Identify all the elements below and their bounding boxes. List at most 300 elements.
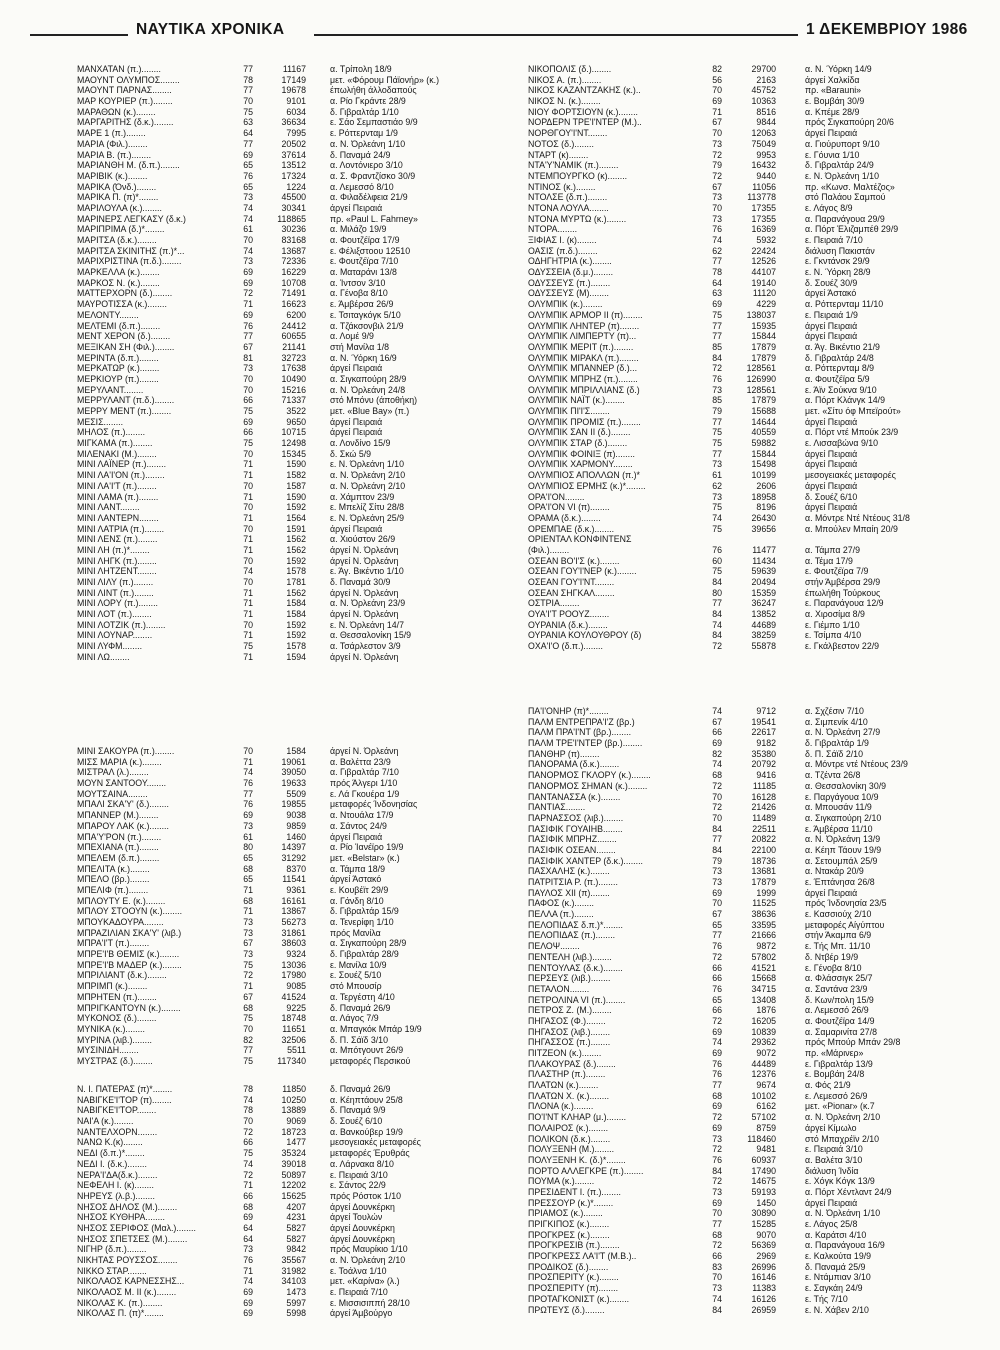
ship-row (528, 256, 968, 267)
build-year: 73 (243, 917, 253, 927)
ship-row (528, 952, 968, 963)
ship-row (528, 481, 968, 492)
position-note: ε. Πειραιά 7/10 (330, 1287, 388, 1298)
ship-row (77, 321, 497, 332)
ship-row (77, 278, 497, 289)
ship-row (77, 566, 497, 577)
ship-name: ΝΙΚΟΣ ΚΑΖΑΝΤΖΑΚΗΣ (κ.).. (528, 85, 641, 96)
position-note: α. Λονδίνο 15/9 (330, 438, 391, 449)
tonnage: 8759 (756, 1122, 776, 1133)
tonnage: 15285 (751, 1219, 776, 1229)
ship-name: ΜΙΝΙ ΛΑΝΤΕΡΝ........ (77, 512, 159, 523)
position-note: πρός Άλγερι 1/10 (330, 778, 398, 789)
ship-row (77, 1137, 497, 1148)
build-year: 66 (243, 1190, 253, 1201)
tonnage: 45752 (751, 85, 776, 96)
ship-row (77, 246, 497, 257)
build-year: 64 (243, 128, 253, 139)
position-note: άργεί Ν. Όρλεάνη (330, 555, 399, 566)
ship-name: ΝΙΚΟΛΑΟΣ Μ. ΙΙ (κ.)........ (77, 1287, 177, 1298)
ship-name: ΝΗΣΟΣ ΣΕΡΙΦΟΣ (Μαλ.)........ (77, 1222, 196, 1233)
ship-name: ΠΟΥΜΑ (κ.)........ (528, 1176, 595, 1187)
build-year: 72 (243, 1126, 253, 1137)
position-note: άργεί Ν. Όρλεάνη (330, 651, 399, 662)
position-note: α. Σιγκαπούρη 28/9 (330, 938, 407, 949)
ship-name: ΠΛΑΣΤΗΡ (π.)........ (528, 1069, 606, 1080)
tonnage: 36634 (281, 117, 306, 128)
position-note: μεσογειακές μεταφορές (330, 1137, 421, 1148)
ship-name: ΠΗΓΑΣΣΟΣ (π.)........ (528, 1037, 611, 1048)
ship-name: ΠΑΤΡΙΤΣΙΑ Ρ. (π.)........ (528, 877, 618, 887)
ship-name: ΜΑΡ ΚΟΥΡΙΕΡ (π.)........ (77, 96, 173, 107)
section-title: ΝΑΥΤΙΚΑ ΧΡΟΝΙΚΑ (136, 21, 285, 38)
tonnage: 9674 (756, 1080, 776, 1091)
ship-row (528, 385, 968, 396)
build-year: 75 (712, 502, 722, 513)
build-year: 75 (243, 959, 253, 970)
position-note: άργεί Ν. Όρλεάνη (330, 609, 399, 620)
position-note: δ. Κων/πολη 15/9 (805, 994, 874, 1005)
tonnage: 128561 (746, 384, 776, 395)
ship-row (528, 1305, 968, 1316)
ship-row (528, 1069, 968, 1080)
ship-row (77, 1244, 497, 1255)
tonnage: 1592 (286, 630, 306, 641)
tonnage: 9440 (756, 170, 776, 181)
build-year: 71 (243, 491, 253, 502)
ship-row (77, 767, 497, 778)
tonnage: 44107 (751, 267, 776, 278)
build-year: 70 (243, 1023, 253, 1034)
build-year: 68 (243, 1002, 253, 1013)
build-year: 77 (712, 331, 722, 342)
position-note: α. Ν. Όρλεάνη 1/10 (330, 138, 406, 149)
build-year: 69 (712, 887, 722, 898)
tonnage: 11120 (752, 288, 776, 299)
build-year: 60 (712, 555, 722, 566)
ship-row (528, 749, 968, 760)
ship-name: ΜΙΝΙ ΛΑΤΡΙΑ (π.)........ (77, 523, 165, 534)
tonnage: 17879 (751, 395, 776, 406)
ship-row (528, 630, 968, 641)
tonnage: 11541 (282, 874, 306, 885)
ship-row (77, 874, 497, 885)
position-note: α. Τζέντα 26/8 (805, 770, 861, 781)
tonnage: 59193 (751, 1186, 776, 1197)
ship-row (528, 214, 968, 225)
position-note: διάλυση Πακιστάν (805, 245, 875, 256)
build-year: 70 (243, 384, 253, 395)
ship-name: ΟΛΥΜΠΙΚ ΛΗΝΤΕΡ (π)........ (528, 320, 640, 331)
tonnage: 15345 (281, 448, 306, 459)
ship-row (528, 941, 968, 952)
position-note: α. Ν. Όρλεάνη 2/10 (330, 1255, 406, 1265)
ship-row (77, 406, 497, 417)
ship-name: ΜΙΓΚΑΜΑ (π.)........ (77, 438, 153, 449)
ship-row (528, 374, 968, 385)
tonnage: 19061 (281, 756, 306, 767)
position-note: α. Τσάρλεστον 3/9 (330, 641, 401, 652)
build-year: 61 (243, 831, 253, 842)
tonnage: 44689 (751, 619, 776, 630)
tonnage: 15216 (281, 384, 306, 395)
tonnage: 9069 (286, 1116, 306, 1127)
ship-name: ΠΡΟΔΙΚΟΣ (δ.)........ (528, 1261, 609, 1272)
build-year: 66 (712, 962, 722, 973)
build-year: 73 (712, 866, 722, 877)
ship-name: ΜΙΝΙ ΛΙΛΥ (π.)........ (77, 577, 154, 587)
build-year: 74 (243, 245, 253, 256)
position-note: α. Σιγκαπούρη 28/9 (330, 373, 407, 384)
position-note: άργεί Άστακό (330, 874, 382, 885)
ship-name: ΜΙΝΙ ΛΑ'Ι'ΟΝ (π.)........ (77, 470, 165, 481)
tonnage: 6162 (756, 1101, 776, 1112)
ship-row (528, 620, 968, 631)
build-year: 74 (712, 512, 722, 523)
position-note: έπωλήθη Τούρκους (805, 587, 881, 598)
position-note: δ. Παναμά 24/9 (330, 149, 391, 160)
ship-row (77, 75, 497, 86)
position-note: α. Γένοβα 8/10 (330, 288, 388, 299)
tonnage: 31292 (281, 852, 306, 863)
position-note: πρ. «Paul L. Fahrney» (330, 213, 418, 224)
ship-row (77, 1084, 497, 1095)
position-note: μεσογειακές μεταφορές (805, 470, 896, 481)
ship-name: ΜΙΝΙ ΛΑΜΑ (π.)........ (77, 491, 159, 502)
build-year: 75 (712, 309, 722, 320)
build-year: 69 (712, 1122, 722, 1133)
position-note: ε. Πειραιά 3/10 (805, 1144, 863, 1155)
ship-row (77, 799, 497, 810)
ship-name: ΜΕΡΥΛΑΝΤ........ (77, 384, 144, 395)
ship-row (528, 1134, 968, 1145)
build-year: 75 (712, 427, 722, 438)
tonnage: 1590 (286, 459, 306, 470)
position-note: ε. Φουτζέϊρα 7/10 (330, 256, 399, 267)
position-note: α. Πόρτ ντέ Μπούκ 23/9 (805, 427, 899, 438)
ship-row (528, 845, 968, 856)
build-year: 68 (712, 1229, 722, 1240)
build-year: 77 (712, 320, 722, 331)
position-note: άργεί Δουνκέρκη (330, 1233, 395, 1244)
tonnage: 29700 (751, 64, 776, 74)
ship-row (77, 1105, 497, 1116)
ship-row (77, 342, 497, 353)
build-year: 72 (712, 1176, 722, 1187)
position-note: α. Μόντρε Ντέ Ντέους 31/8 (805, 512, 910, 523)
ship-name: ΜΥΣΤΡΑΣ (δ.)........ (77, 1055, 153, 1066)
position-note: μετ. «Φόρουμ Πάϊονήρ» (κ.) (330, 74, 439, 85)
ship-row (528, 1219, 968, 1230)
build-year: 70 (243, 373, 253, 384)
ship-name: ΠΡΙΑΜΟΣ (κ.)........ (528, 1208, 603, 1219)
tonnage: 55878 (751, 641, 776, 652)
ship-name: ΜΑΡΙΤΣΑ ΣΚΙΝΙΤΗΣ (π.)*... (77, 245, 185, 256)
ship-row (528, 513, 968, 524)
build-year: 70 (243, 577, 253, 587)
ship-name: ΜΑΡΓΑΡΙΤΗΣ (δ.κ.)........ (77, 117, 174, 128)
ship-row (528, 1059, 968, 1070)
tonnage: 9070 (756, 1229, 776, 1240)
position-note: ε. Καλκούτα 19/9 (805, 1251, 872, 1262)
position-note: στό Παλάου Σαμπού (805, 192, 886, 203)
position-note: ε. Γκντάνσκ 29/9 (805, 256, 870, 267)
tonnage: 10490 (281, 373, 306, 384)
position-note: ε. Μισσισιππή 28/10 (330, 1297, 410, 1308)
ship-row (77, 928, 497, 939)
tonnage: 16126 (751, 1293, 776, 1304)
ship-name: ΠΡΟΓΚΡΕΣΣ ΛΑ'Ι'Τ (Μ.Β.).. (528, 1251, 637, 1262)
build-year: 84 (712, 609, 722, 620)
ship-name: ΜΠΑΡΟΥ ΛΑΚ (κ.)........ (77, 820, 169, 831)
ship-row (77, 492, 497, 503)
build-year: 75 (243, 406, 253, 416)
build-year: 66 (712, 1005, 722, 1016)
ship-name: ΜΑΡΕ 1 (π.)........ (77, 128, 146, 139)
tonnage: 16623 (281, 299, 306, 310)
ship-row (77, 1234, 497, 1245)
build-year: 73 (712, 459, 722, 470)
ship-row (77, 299, 497, 310)
ship-row (528, 598, 968, 609)
position-note: α. Σιμπενίκ 4/10 (805, 716, 868, 727)
tonnage: 1450 (756, 1197, 776, 1208)
ship-row (77, 107, 497, 118)
ship-row (528, 802, 968, 813)
position-note: πρ. «Μάρινερ» (805, 1048, 864, 1058)
ship-name: ΟΛΥΜΠΙΚ ΧΑΡΜΟΝΥ........ (528, 459, 633, 470)
position-note: δ. Παναμά 26/9 (330, 1084, 391, 1094)
build-year: 67 (712, 181, 722, 192)
ship-row (528, 438, 968, 449)
position-note: μεταφορές Περσικού (330, 1055, 411, 1066)
build-year: 81 (243, 352, 253, 363)
ship-row (77, 757, 497, 768)
ship-name: ΠΑΣΙΦΙΚ ΜΠΡΗΖ........ (528, 834, 617, 845)
build-year: 74 (712, 235, 722, 245)
position-note: πρός Ίνδονησία 23/5 (805, 898, 887, 909)
position-note: άργεί Πειραιά (805, 448, 858, 459)
position-note: ε. Σαγκάη 24/9 (805, 1283, 863, 1294)
position-note: ε. Τής 7/10 (805, 1293, 848, 1304)
position-note: ε. Μανίλα 10/9 (330, 959, 387, 970)
ship-row (528, 995, 968, 1006)
ship-row (77, 1276, 497, 1287)
ship-row (77, 96, 497, 107)
tonnage: 10839 (751, 1026, 776, 1037)
tonnage: 38636 (751, 909, 776, 920)
build-year: 70 (243, 235, 253, 245)
position-note: πρ. «Barauni» (805, 85, 862, 96)
ship-name: ΜΑΟΥΝΤ ΟΛΥΜΠΟΣ........ (77, 74, 180, 85)
tonnage: 21141 (282, 341, 306, 352)
tonnage: 19633 (281, 778, 306, 789)
ship-row (77, 470, 497, 481)
build-year: 69 (243, 1212, 253, 1223)
ship-row (528, 502, 968, 513)
build-year: 77 (243, 138, 253, 149)
build-year: 69 (243, 1308, 253, 1319)
ship-row (528, 984, 968, 995)
position-note: α. Πόρτ Έλιζαμπέθ 29/9 (805, 224, 899, 235)
position-note: ε. Βομβάη 24/8 (805, 1069, 865, 1080)
ship-row (77, 459, 497, 470)
position-note: μεταφορές Αίγύπτου (805, 919, 885, 930)
position-note: α. Γάνδη 8/10 (330, 895, 384, 906)
ship-name: ΠΗΓΑΣΟΣ (Φ.)........ (528, 1015, 606, 1026)
build-year: 71 (243, 651, 253, 662)
tonnage: 19678 (281, 85, 306, 96)
build-year: 67 (712, 716, 722, 727)
position-note: α. Ν. Ύόρκη 14/9 (805, 64, 872, 74)
ship-name: ΠΕΝΤΟΥΛΑΣ (δ.κ.)........ (528, 962, 623, 973)
ship-row (77, 556, 497, 567)
build-year: 82 (243, 1034, 253, 1045)
position-note: α. Φουτζέϊρα 17/9 (330, 235, 400, 245)
build-year: 74 (243, 1158, 253, 1169)
build-year: 77 (243, 85, 253, 96)
ship-name: ΟΛΥΜΠΙΚ ΛΙΜΠΕΡΤΥ (π)... (528, 331, 637, 342)
ship-row (77, 1013, 497, 1024)
ship-row (528, 331, 968, 342)
tonnage: 26959 (751, 1304, 776, 1315)
ship-row (77, 1095, 497, 1106)
build-year: 72 (712, 149, 722, 160)
ship-row (528, 1251, 968, 1262)
position-note: α. Σετουμπάλ 25/9 (805, 855, 878, 866)
position-note: ε. Πειραιά 1/9 (805, 309, 858, 320)
position-note: άργεί Άμβούργο (330, 1308, 393, 1319)
ship-row (528, 1005, 968, 1016)
ship-row (528, 321, 968, 332)
ship-name: ΠΑΛΜ ΤΡΕ'Ι'ΝΤΕΡ (βρ.)........ (528, 738, 643, 749)
ship-row (528, 973, 968, 984)
ship-name: ΜΙΝΙ ΛΟΥΝΑΡ........ (77, 630, 153, 641)
position-note: α. Χάμπτον 23/9 (330, 491, 395, 502)
position-note: α. Γιούρυπορτ 9/10 (805, 138, 880, 149)
ship-name: ΜΙΝΙ ΛΩ........ (77, 651, 130, 662)
ship-name: ΜΠΕΧΙΑΝΑ (π.)........ (77, 842, 159, 853)
tonnage: 12526 (751, 256, 776, 267)
build-year: 68 (243, 895, 253, 906)
ship-row (528, 1112, 968, 1123)
tonnage: 75049 (751, 138, 776, 149)
position-note: άργεί Τουλών (330, 1212, 383, 1223)
ship-row (77, 917, 497, 928)
ship-row (77, 906, 497, 917)
position-note: α. Μπαγκόκ Μπάρ 19/9 (330, 1023, 422, 1034)
position-note: δ. Γιβραλτάρ 24/8 (805, 352, 874, 363)
position-note: μετ. «Blue Bay» (π.) (330, 406, 410, 416)
build-year: 72 (712, 641, 722, 652)
ship-row (77, 374, 497, 385)
position-note: α. Μόντρε ντέ Ντέους 23/9 (805, 759, 908, 770)
position-note: δ. Σουέζ 6/10 (330, 1116, 383, 1127)
tonnage: 11525 (752, 898, 776, 909)
tonnage: 83168 (281, 235, 306, 245)
ship-row (528, 171, 968, 182)
position-note: α. Βανκούβερ 19/9 (330, 1126, 403, 1137)
ship-row (77, 992, 497, 1003)
position-note: ε. Ρόττερνταμ 1/9 (330, 128, 398, 139)
ship-name: ΝΙΚΟΠΟΛΙΣ (δ.)........ (528, 64, 612, 74)
ship-row (528, 1091, 968, 1102)
build-year: 69 (243, 1287, 253, 1298)
ship-row (77, 789, 497, 800)
ship-row (77, 1308, 497, 1319)
tonnage: 1592 (286, 555, 306, 566)
ship-name: ΠΡΟΤΑΓΚΟΝΙΣΤ (κ.)........ (528, 1293, 630, 1304)
build-year: 71 (243, 756, 253, 767)
ship-name: ΟΥΡΑΝΙΑ (δ.κ.)........ (528, 619, 608, 630)
ship-row (77, 864, 497, 875)
build-year: 74 (243, 1276, 253, 1287)
tonnage: 16432 (751, 160, 776, 171)
ship-row (528, 192, 968, 203)
tonnage: 15935 (751, 320, 776, 331)
build-year: 74 (712, 619, 722, 630)
build-year: 71 (243, 1265, 253, 1276)
build-year: 73 (712, 213, 722, 224)
ship-name: ΝΗΣΟΣ ΣΠΕΤΣΕΣ (Μ.)........ (77, 1233, 188, 1244)
position-note: α. Πόρτ Κλάνγκ 14/9 (805, 395, 885, 406)
tonnage: 39050 (281, 767, 306, 778)
tonnage: 16369 (751, 224, 776, 235)
ship-name: ΝΤΟΝΑ ΛΟΥΛΑ........ (528, 202, 609, 213)
tonnage: 1999 (756, 887, 776, 898)
position-note: ε. Τής Μπ. 11/10 (805, 941, 871, 952)
build-year: 74 (243, 202, 253, 213)
tonnage: 11434 (752, 555, 776, 566)
position-note: δ. Γιβραλτάρ 15/9 (330, 906, 399, 917)
ship-name: ΠΡΟΓΚΡΕΣ (κ.)........ (528, 1229, 610, 1240)
tonnage: 15668 (751, 973, 776, 984)
build-year: 77 (712, 256, 722, 267)
issue-date: 1 ΔΕΚΕΜΒΡΙΟΥ 1986 (806, 21, 968, 38)
tonnage: 4207 (286, 1201, 306, 1212)
build-year: 72 (712, 802, 722, 813)
tonnage: 6034 (286, 106, 306, 117)
ship-row (77, 960, 497, 971)
page-header (30, 16, 978, 50)
ship-row (77, 746, 497, 757)
position-note: ε. Φέλιξστοου 12510 (330, 245, 411, 256)
ship-name: ΝΙΚΚΟ ΣΤΑΡ........ (77, 1265, 147, 1276)
build-year: 76 (712, 544, 722, 555)
build-year: 70 (243, 1116, 253, 1127)
ship-row (77, 1255, 497, 1266)
tonnage: 13889 (281, 1105, 306, 1116)
tonnage: 9072 (756, 1048, 776, 1058)
ship-name: ΠΑΥΛΟΣ ΧΙΙ (π)........ (528, 887, 610, 898)
ship-row (528, 856, 968, 867)
ship-name: ΝΟΡΘΓΟΥ'Ι'ΝΤ........ (528, 128, 608, 139)
tonnage: 1562 (286, 587, 306, 598)
build-year: 84 (712, 352, 722, 363)
ship-row (528, 1027, 968, 1038)
build-year: 73 (243, 927, 253, 938)
position-note: α. Μπουσάν 11/9 (805, 802, 872, 813)
build-year: 72 (712, 170, 722, 181)
ship-row (528, 706, 968, 717)
ship-row (77, 417, 497, 428)
build-year: 80 (243, 842, 253, 853)
position-note: άργεί Άστακό (805, 288, 857, 299)
tonnage: 20494 (751, 577, 776, 587)
ship-row (77, 139, 497, 150)
position-note: ε. Παρανάγουα 12/9 (805, 598, 884, 609)
tonnage: 19541 (751, 716, 776, 727)
